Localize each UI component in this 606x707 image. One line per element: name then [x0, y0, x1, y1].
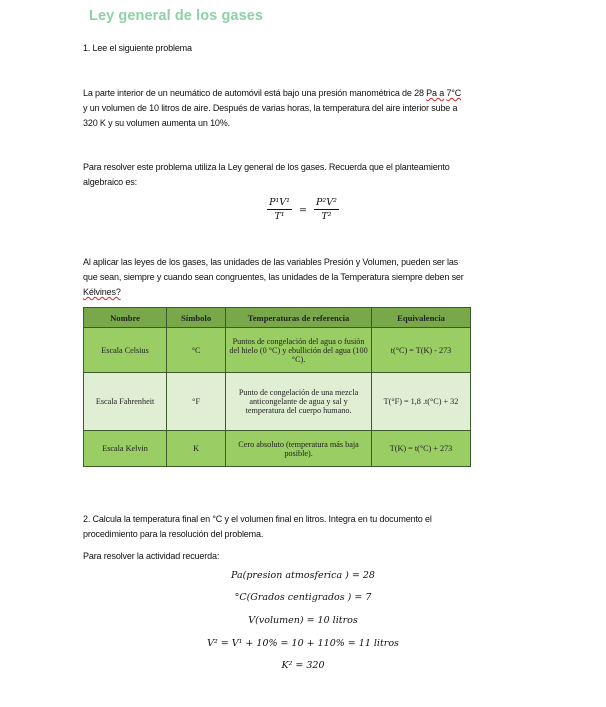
table-cell: Puntos de congelación del agua o fusión del hielo (0 °C) y ebullición del agua (100 °C). [226, 328, 372, 373]
table-cell: Escala Fahrenheit [84, 373, 167, 431]
problem-line-3: 320 K y su volumen aumenta un 10%. [83, 118, 230, 128]
table-header: Símbolo [167, 308, 226, 328]
spelling-error[interactable]: 7°C [446, 88, 462, 98]
problem-paragraph [83, 86, 533, 131]
spelling-error[interactable]: Kélvines? [83, 287, 121, 297]
units-paragraph: Al aplicar las leyes de los gases, las unidades de las variables Presión y Volumen, pueden ser las que sean, siempre y cuando sean congruentes, las unidades de la Temperatura siempre deben ser Kélvines? [83, 257, 464, 297]
table-header-row [84, 308, 471, 328]
table-cell: Cero absoluto (temperatura más baja posible). [226, 431, 372, 467]
table-row [84, 328, 471, 373]
equation-final-temperature: K² = 320 [281, 660, 325, 671]
problem-line-2: y un volumen de 10 litros de aire. Después de varias horas, la temperatura del aire interior sube a [83, 103, 458, 113]
table-row [84, 431, 471, 467]
table-cell: °C [167, 328, 226, 373]
table-cell: Escala Celsius [84, 328, 167, 373]
table-header: Nombre [84, 308, 167, 328]
spelling-error[interactable]: Pa a [426, 88, 445, 98]
document-title: Ley general de los gases [89, 8, 264, 24]
equation-volume: V(volumen) = 10 litros [248, 615, 358, 626]
formula-equals: = [299, 204, 307, 216]
formula-rhs: $\frac{\text{P²V²}}{\text{T²}}$ [316, 197, 337, 222]
table-cell: T(°F) = 1,8 .t(°C) + 32 [372, 373, 471, 431]
table-cell: K [167, 431, 226, 467]
temperature-scales-table [83, 307, 471, 467]
table-cell: T(K) = t(°C) + 273 [372, 431, 471, 467]
table-row [84, 373, 471, 431]
instruction-paragraph: Para resolver este problema utiliza la Ley general de los gases. Recuerda que el planteamiento algebraico es: [83, 162, 450, 187]
table-header: Temperaturas de referencia [226, 308, 372, 328]
equation-final-volume: V² = V¹ + 10% = 10 + 110% = 11 litros [207, 638, 399, 649]
equation-pressure: Pa(presion atmosferica ) = 28 [231, 570, 375, 581]
problem-line-1: La parte interior de un neumático de automóvil está bajo una presión manométrica de 28 Pa a 7°C [83, 88, 462, 98]
table-cell: Punto de congelación de una mezcla anticongelante de agua y sal y temperatura del cuerpo humano. [226, 373, 372, 431]
table-cell: t(°C) = T(K) - 273 [372, 328, 471, 373]
table-cell: Escala Kelvin [84, 431, 167, 467]
equation-celsius: °C(Grados centigrados ) = 7 [234, 592, 372, 603]
table-cell: °F [167, 373, 226, 431]
gas-law-formula [0, 197, 606, 223]
formula-lhs: $\frac{\text{P¹V¹}}{\text{T¹}}$ [269, 197, 290, 222]
section1-heading: 1. Lee el siguiente problema [83, 43, 192, 53]
section2-heading: 2. Calcula la temperatura final en °C y el volumen final en litros. Integra en tu documento el procedimiento para la resolución del problema. [83, 514, 432, 539]
table-header: Equivalencia [372, 308, 471, 328]
section2-reminder: Para resolver la actividad recuerda: [83, 551, 220, 561]
